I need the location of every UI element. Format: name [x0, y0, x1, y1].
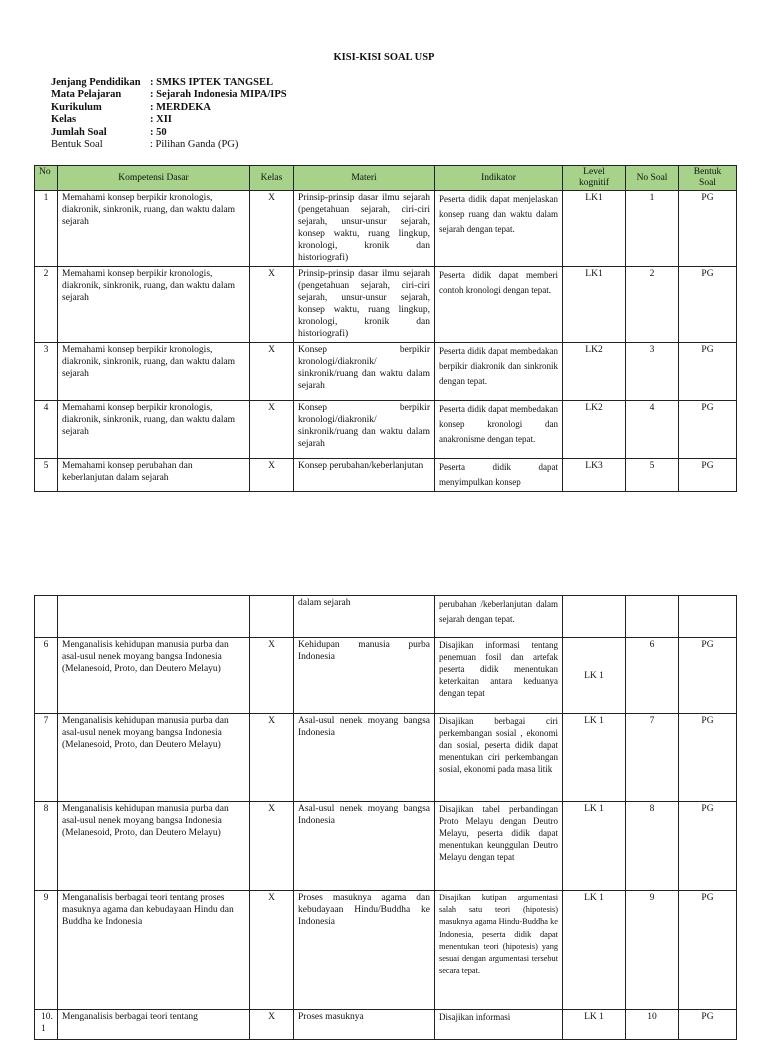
cell-kompetensi-dasar [58, 596, 250, 638]
cell-indikator: Disajikan berbagai ciri perkembangan sosial , ekonomi dan sosial, peserta didik dapat menentukan ciri perkembangan sosial, ekonomi pada masa litik [435, 714, 563, 802]
cell-no: 7 [35, 714, 58, 802]
cell-kelas: X [250, 891, 294, 1010]
table-row [35, 343, 737, 401]
meta-value: : Pilihan Ganda (PG) [150, 139, 239, 151]
cell-no: 10.1 [35, 1010, 58, 1040]
cell-materi: Prinsip-prinsip dasar ilmu sejarah (pengetahuan sejarah, ciri-ciri sejarah, unsur-unsur sejarah, konsep waktu, ruang lingkup, kronologi, kronik dan historiografi) [294, 191, 435, 267]
cell-indikator: Peserta didik dapat menyimpulkan konsep [435, 459, 563, 492]
table-header-row [35, 166, 737, 191]
meta-row-jumlah [51, 127, 287, 139]
cell-materi: Proses masuknya [294, 1010, 435, 1040]
cell-no-soal: 3 [626, 343, 679, 401]
table-row-continuation [35, 596, 737, 638]
cell-indikator: Disajikan kutipan argumentasi salah satu teori (hipotesis) masuknya agama Hindu-Buddha ke Indonesia, peserta didik dapat menentukan teori (hipotesis) yang sesuai dengan argumentasi tersebut secara tepat. [435, 891, 563, 1010]
cell-no: 6 [35, 638, 58, 714]
cell-no: 3 [35, 343, 58, 401]
cell-no: 2 [35, 267, 58, 343]
cell-kelas: X [250, 191, 294, 267]
cell-bentuk: PG [679, 191, 737, 267]
cell-materi: Konsep perubahan/keberlanjutan [294, 459, 435, 492]
cell-materi: Konsep berpikir kronologi/diakronik/ sinkronik/ruang dan waktu dalam sejarah [294, 401, 435, 459]
cell-kompetensi-dasar: Memahami konsep berpikir kronologis, diakronik, sinkronik, ruang, dan waktu dalam sejarah [58, 401, 250, 459]
header-no-soal: No Soal [626, 166, 679, 191]
meta-row-kurikulum [51, 102, 287, 114]
table-row [35, 802, 737, 891]
cell-indikator: Peserta didik dapat menjelaskan konsep ruang dan waktu dalam sejarah dengan tepat. [435, 191, 563, 267]
cell-no: 5 [35, 459, 58, 492]
cell-indikator: Disajikan informasi tentang penemuan fosil dan artefak peserta didik menentukan keterkaitan antara keduanya dengan tepat [435, 638, 563, 714]
cell-kompetensi-dasar: Memahami konsep berpikir kronologis, diakronik, sinkronik, ruang, dan waktu dalam sejarah [58, 343, 250, 401]
cell-kompetensi-dasar: Menganalisis berbagai teori tentang proses masuknya agama dan kebudayaan Hindu dan Buddha ke Indonesia [58, 891, 250, 1010]
meta-value: : 50 [150, 126, 167, 138]
meta-key: Jenjang Pendidikan [51, 77, 141, 88]
cell-kompetensi-dasar: Memahami konsep berpikir kronologis, diakronik, sinkronik, ruang, dan waktu dalam sejarah [58, 191, 250, 267]
kisi-kisi-table-page2 [34, 595, 737, 1040]
cell-materi: dalam sejarah [294, 596, 435, 638]
table-row [35, 638, 737, 714]
meta-key: Jumlah Soal [51, 126, 107, 138]
cell-no-soal: 8 [626, 802, 679, 891]
header-kompetensi-dasar: Kompetensi Dasar [58, 166, 250, 191]
cell-bentuk: PG [679, 714, 737, 802]
meta-key: Bentuk Soal [51, 139, 103, 151]
cell-level [563, 596, 626, 638]
meta-value: : SMKS IPTEK TANGSEL [150, 77, 274, 88]
table-row [35, 401, 737, 459]
cell-no-soal [626, 596, 679, 638]
cell-kelas: X [250, 401, 294, 459]
cell-level: LK 1 [563, 638, 626, 714]
table-row [35, 191, 737, 267]
cell-kelas [250, 596, 294, 638]
header-level-line1: Level [583, 167, 605, 177]
cell-bentuk: PG [679, 1010, 737, 1040]
cell-no-soal: 9 [626, 891, 679, 1010]
document-meta [51, 77, 287, 151]
meta-key: Mata Pelajaran [51, 89, 122, 101]
cell-materi: Asal-usul nenek moyang bangsa Indonesia [294, 714, 435, 802]
header-bentuk-line1: Bentuk [693, 167, 722, 177]
cell-kompetensi-dasar: Menganalisis berbagai teori tentang [58, 1010, 250, 1040]
cell-kelas: X [250, 638, 294, 714]
kisi-kisi-table-page1 [34, 165, 737, 492]
header-materi: Materi [294, 166, 435, 191]
cell-kompetensi-dasar: Memahami konsep berpikir kronologis, diakronik, sinkronik, ruang, dan waktu dalam sejarah [58, 267, 250, 343]
cell-no: 8 [35, 802, 58, 891]
cell-no [35, 596, 58, 638]
meta-value: : Sejarah Indonesia MIPA/IPS [150, 89, 287, 101]
table-row [35, 714, 737, 802]
cell-bentuk: PG [679, 802, 737, 891]
cell-level: LK 1 [563, 891, 626, 1010]
cell-indikator: Disajikan tabel perbandingan Proto Melayu dengan Deutro Melayu, peserta didik dapat menentukan keunggulan Deutro Melayu dengan tepat [435, 802, 563, 891]
meta-row-kelas [51, 114, 287, 126]
cell-no-soal: 4 [626, 401, 679, 459]
cell-materi: Kehidupan manusia purba Indonesia [294, 638, 435, 714]
cell-level: LK2 [563, 343, 626, 401]
meta-row-jenjang [51, 77, 287, 89]
table-row [35, 891, 737, 1010]
table-row [35, 459, 737, 492]
cell-level: LK3 [563, 459, 626, 492]
cell-indikator: Peserta didik dapat membedakan konsep kronologi dan anakronisme dengan tepat. [435, 401, 563, 459]
cell-kelas: X [250, 267, 294, 343]
cell-indikator: Disajikan informasi [435, 1010, 563, 1040]
cell-no-soal: 6 [626, 638, 679, 714]
cell-materi: Proses masuknya agama dan kebudayaan Hindu/Buddha ke Indonesia [294, 891, 435, 1010]
cell-level: LK2 [563, 401, 626, 459]
cell-no-soal: 10 [626, 1010, 679, 1040]
cell-indikator: Peserta didik dapat membedakan berpikir diakronik dan sinkronik dengan tepat. [435, 343, 563, 401]
cell-kompetensi-dasar: Menganalisis kehidupan manusia purba dan asal-usul nenek moyang bangsa Indonesia (Melanesoid, Proto, dan Deutero Melayu) [58, 638, 250, 714]
header-level-line2: kognitif [578, 178, 610, 188]
cell-bentuk: PG [679, 638, 737, 714]
cell-materi: Konsep berpikir kronologi/diakronik/ sinkronik/ruang dan waktu dalam sejarah [294, 343, 435, 401]
header-bentuk-line2: Soal [699, 178, 716, 188]
cell-materi: Prinsip-prinsip dasar ilmu sejarah (pengetahuan sejarah, ciri-ciri sejarah, unsur-unsur sejarah, konsep waktu, ruang lingkup, kronologi, kronik dan historiografi) [294, 267, 435, 343]
header-indikator: Indikator [435, 166, 563, 191]
cell-kelas: X [250, 802, 294, 891]
cell-no-soal: 7 [626, 714, 679, 802]
header-bentuk-soal [679, 166, 737, 191]
cell-indikator: perubahan /keberlanjutan dalam sejarah dengan tepat. [435, 596, 563, 638]
meta-row-bentuk [51, 139, 287, 151]
cell-kelas: X [250, 1010, 294, 1040]
document-title: KISI-KISI SOAL USP [333, 52, 435, 63]
cell-no-soal: 2 [626, 267, 679, 343]
cell-bentuk: PG [679, 343, 737, 401]
cell-bentuk: PG [679, 401, 737, 459]
cell-kompetensi-dasar: Menganalisis kehidupan manusia purba dan asal-usul nenek moyang bangsa Indonesia (Melanesoid, Proto, dan Deutero Melayu) [58, 714, 250, 802]
cell-kelas: X [250, 343, 294, 401]
meta-row-mapel [51, 89, 287, 101]
table-row [35, 267, 737, 343]
meta-key: Kurikulum [51, 101, 102, 113]
cell-bentuk [679, 596, 737, 638]
header-kelas: Kelas [250, 166, 294, 191]
cell-bentuk: PG [679, 459, 737, 492]
header-level-kognitif [563, 166, 626, 191]
header-no: No [35, 166, 58, 191]
cell-indikator: Peserta didik dapat memberi contoh kronologi dengan tepat. [435, 267, 563, 343]
cell-level: LK 1 [563, 1010, 626, 1040]
cell-materi: Asal-usul nenek moyang bangsa Indonesia [294, 802, 435, 891]
cell-level: LK1 [563, 191, 626, 267]
cell-kompetensi-dasar: Memahami konsep perubahan dan keberlanjutan dalam sejarah [58, 459, 250, 492]
cell-kelas: X [250, 459, 294, 492]
cell-bentuk: PG [679, 267, 737, 343]
cell-no-soal: 5 [626, 459, 679, 492]
cell-no: 4 [35, 401, 58, 459]
cell-no: 1 [35, 191, 58, 267]
cell-kompetensi-dasar: Menganalisis kehidupan manusia purba dan asal-usul nenek moyang bangsa Indonesia (Melanesoid, Proto, dan Deutero Melayu) [58, 802, 250, 891]
cell-level: LK 1 [563, 714, 626, 802]
cell-bentuk: PG [679, 891, 737, 1010]
cell-level: LK1 [563, 267, 626, 343]
cell-no-soal: 1 [626, 191, 679, 267]
cell-kelas: X [250, 714, 294, 802]
meta-key: Kelas [51, 114, 77, 126]
cell-level: LK 1 [563, 802, 626, 891]
meta-value: : XII [150, 114, 172, 126]
cell-no: 9 [35, 891, 58, 1010]
table-row [35, 1010, 737, 1040]
meta-value: : MERDEKA [150, 101, 211, 113]
